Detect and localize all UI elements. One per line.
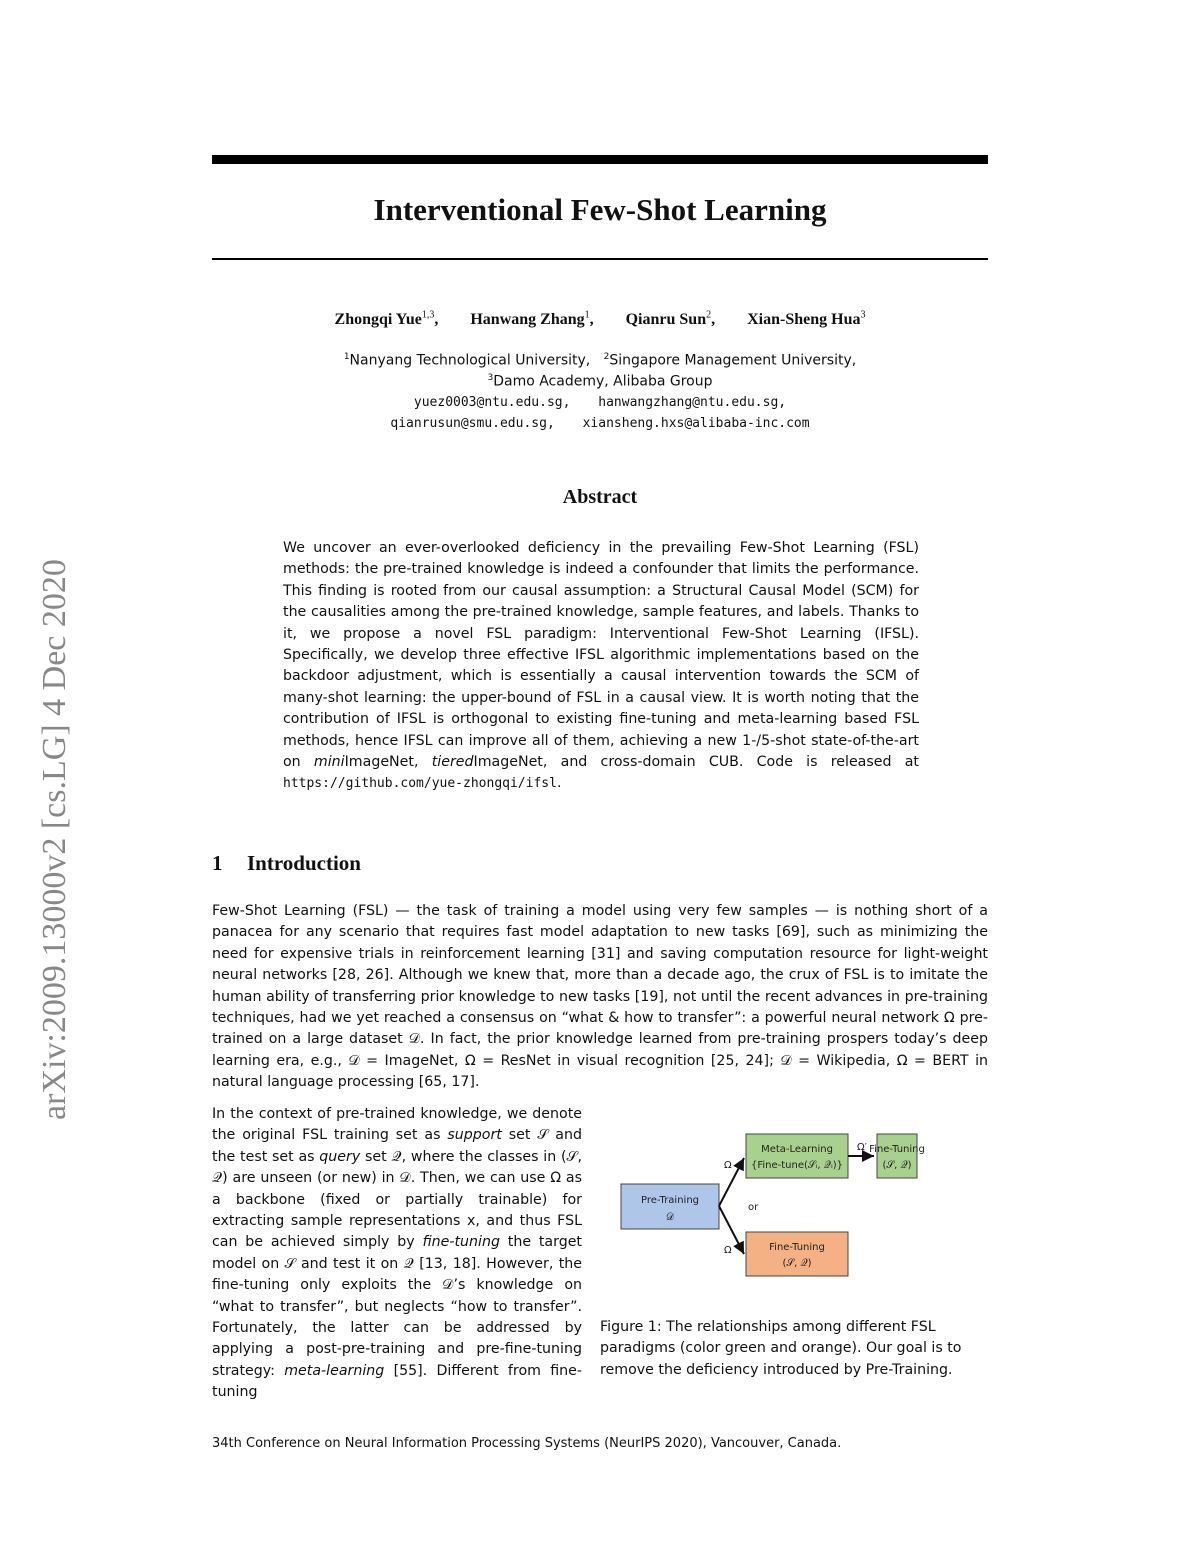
author: Xian-Sheng Hua$^3$ <box>747 310 866 329</box>
omega-prime-label: Ω′ <box>857 1142 867 1153</box>
or-label: or <box>748 1202 759 1213</box>
arxiv-side-stamp <box>20 430 80 1130</box>
omega-label-bottom: Ω <box>724 1245 732 1256</box>
meta-sub: {Fine-tune(𝒮ᵢ, 𝒬ᵢ)} <box>750 1160 844 1171</box>
code-link[interactable]: https://github.com/yue-zhongqi/ifsl <box>283 776 557 792</box>
author: Qianru Sun$^2$, <box>625 310 716 329</box>
affiliation-line-1: $^1$Nanyang Technological University, $^2$Singapore Management University, <box>343 352 857 369</box>
meta-label: Meta-Learning <box>761 1144 833 1155</box>
figure-1 <box>618 1128 925 1293</box>
author: Hanwang Zhang$^1$, <box>470 310 594 329</box>
affiliation-line-2: $^3$Damo Academy, Alibaba Group <box>487 373 713 390</box>
ft-bottom-box <box>746 1232 848 1276</box>
abstract-body: We uncover an ever-overlooked deficiency in the prevailing Few-Shot Learning (FSL) methods: the pre-trained knowledge is indeed a confounder that limits the performance. This finding is rooted from our causal assumption: a Structural Causal Model (SCM) for the causalities among the pre-trained knowledge, sample features, and labels. Thanks to it, we propose a novel FSL paradigm: Interventional Few-Shot Learning (IFSL). Specifically, we develop three effective IFSL algorithmic implementations based on the backdoor adjustment, which is essentially a causal intervention towards the SCM of many-shot learning: the upper-bound of FSL in a causal view. It is worth noting that the contribution of IFSL is orthogonal to existing fine-tuning and meta-learning based FSL methods, hence IFSL can improve all of them, achieving a new 1-/5-shot state-of-the-art on miniImageNet, tieredImageNet, and cross-domain CUB. Code is released at https://github.com/yue-zhongqi/ifsl. <box>283 540 919 792</box>
meta-box <box>746 1134 848 1178</box>
intro-paragraph: Few-Shot Learning (FSL) — the task of training a model using very few samples — is nothing short of a panacea for any scenario that requires fast model adaptation to new tasks [69], such as minimizing the need for expensive trials in reinforcement learning [31] and saving computation resource for light-weight neural networks [28, 26]. Although we knew that, more than a decade ago, the crux of FSL is to imitate the human ability of transferring prior knowledge to new tasks [19], not until the recent advances in pre-training techniques, had we yet reached a consensus on “what & how to transfer”: a powerful neural network Ω pre-trained on a large dataset 𝒟. In fact, the prior knowledge learned from pre-training prospers today’s deep learning era, e.g., 𝒟 = ImageNet, Ω = ResNet in visual recognition [25, 24]; 𝒟 = Wikipedia, Ω = BERT in natural language processing [65, 17]. <box>212 903 988 1091</box>
paper-title: Interventional Few-Shot Learning <box>373 192 827 227</box>
email[interactable]: qianrusun@smu.edu.sg, <box>390 416 555 431</box>
abstract-heading: Abstract <box>562 486 638 508</box>
conference-footer: 34th Conference on Neural Information Processing Systems (NeurIPS 2020), Vancouver, Canada. <box>212 1436 842 1451</box>
ft-top-sub: (𝒮, 𝒬) <box>882 1160 912 1171</box>
figure-caption: Figure 1: The relationships among different FSL paradigms (color green and orange). Our goal is to remove the deficiency introduced by Pre-Training. <box>600 1319 962 1378</box>
arxiv-stamp-text: arXiv:2009.13000v2 [cs.LG] 4 Dec 2020 <box>36 559 73 1120</box>
context-paragraph: In the context of pre-trained knowledge, we denote the original FSL training set as support set 𝒮 and the test set as query set 𝒬, where the classes in (𝒮, 𝒬) are unseen (or new) in 𝒟. Then, we can use Ω as a backbone (fixed or partially trainable) for extracting sample representations x, and thus FSL can be achieved simply by fine-tuning the target model on 𝒮 and test it on 𝒬 [13, 18]. However, the fine-tuning only exploits the 𝒟’s knowledge on “what to transfer”, but neglects “how to transfer”. Fortunately, the latter can be addressed by applying a post-pre-training and pre-fine-tuning strategy: meta-learning [55]. Different from fine-tuning <box>212 1106 583 1401</box>
pretrain-sub: 𝒟 <box>666 1212 674 1223</box>
ft-top-label: Fine-Tuning <box>869 1144 925 1155</box>
email-line-2 <box>212 416 988 431</box>
omega-label-top: Ω <box>724 1160 732 1171</box>
email[interactable]: hanwangzhang@ntu.edu.sg, <box>598 395 787 410</box>
email-line-1 <box>212 395 988 410</box>
author: Zhongqi Yue$^{1,3}$, <box>334 310 439 329</box>
pretrain-label: Pre-Training <box>640 1195 700 1206</box>
ft-bottom-sub: (𝒮, 𝒬) <box>782 1258 812 1269</box>
title-rule-top <box>212 155 988 164</box>
email[interactable]: yuez0003@ntu.edu.sg, <box>413 395 571 410</box>
ft-top-box <box>877 1134 917 1178</box>
ft-bottom-label: Fine-Tuning <box>769 1242 825 1253</box>
author-list <box>212 310 988 329</box>
section-heading: 1 Introduction <box>212 851 361 875</box>
email[interactable]: xiansheng.hxs@alibaba-inc.com <box>582 416 810 431</box>
title-rule-bottom <box>212 258 988 260</box>
